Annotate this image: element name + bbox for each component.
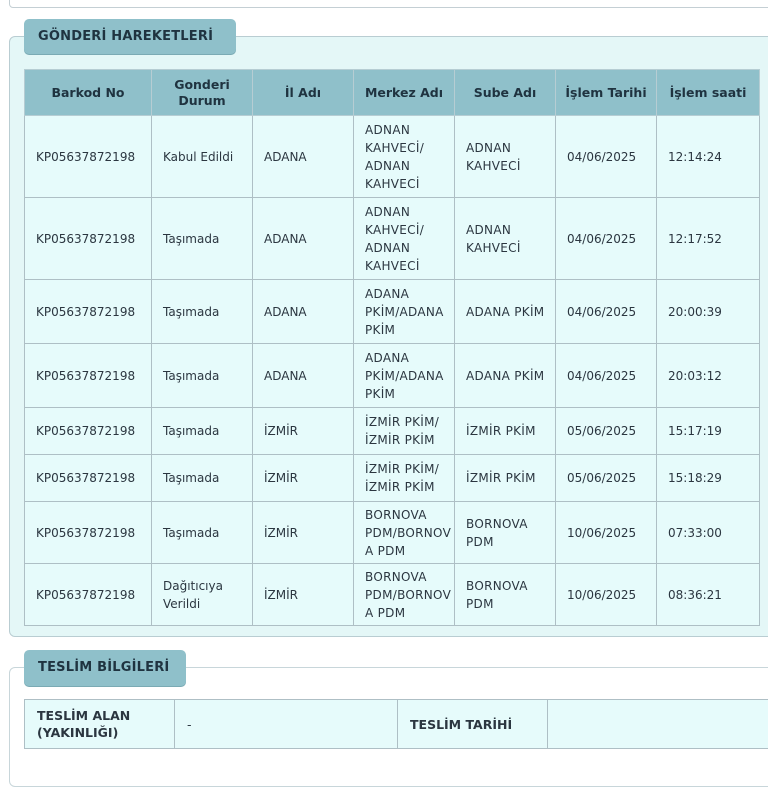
- cell-il: İZMİR: [253, 408, 354, 455]
- cell-il: ADANA: [253, 344, 354, 408]
- cell-saat: 20:00:39: [657, 280, 760, 344]
- cell-merkez: ADNAN KAHVECİ/ ADNAN KAHVECİ: [354, 198, 455, 280]
- cell-merkez: ADANA PKİM/ADANA PKİM: [354, 344, 455, 408]
- cell-il: ADANA: [253, 280, 354, 344]
- cell-sube: ADANA PKİM: [455, 344, 556, 408]
- cell-barkod: KP05637872198: [25, 280, 152, 344]
- cell-saat: 08:36:21: [657, 564, 760, 626]
- cell-tarih: 05/06/2025: [556, 455, 657, 502]
- table-row: [25, 116, 760, 198]
- cell-durum: Kabul Edildi: [152, 116, 253, 198]
- cell-tarih: 05/06/2025: [556, 408, 657, 455]
- cell-durum: Taşımada: [152, 280, 253, 344]
- header-il: İl Adı: [253, 70, 354, 116]
- cell-durum: Taşımada: [152, 344, 253, 408]
- header-saat: İşlem saati: [657, 70, 760, 116]
- table-row: [25, 408, 760, 455]
- cell-durum: Taşımada: [152, 408, 253, 455]
- cell-saat: 20:03:12: [657, 344, 760, 408]
- cell-merkez: ADANA PKİM/ADANA PKİM: [354, 280, 455, 344]
- cell-tarih: 04/06/2025: [556, 198, 657, 280]
- cell-sube: ADNAN KAHVECİ: [455, 116, 556, 198]
- header-durum: Gonderi Durum: [152, 70, 253, 116]
- movements-table: [24, 69, 760, 626]
- header-tarih: İşlem Tarihi: [556, 70, 657, 116]
- cell-merkez: İZMİR PKİM/ İZMİR PKİM: [354, 455, 455, 502]
- recipient-value: -: [175, 700, 398, 749]
- cell-tarih: 04/06/2025: [556, 280, 657, 344]
- cell-durum: Taşımada: [152, 455, 253, 502]
- delivery-row: [25, 700, 768, 749]
- cell-merkez: İZMİR PKİM/ İZMİR PKİM: [354, 408, 455, 455]
- cell-sube: BORNOVA PDM: [455, 502, 556, 564]
- cell-merkez: ADNAN KAHVECİ/ ADNAN KAHVECİ: [354, 116, 455, 198]
- cell-il: ADANA: [253, 116, 354, 198]
- table-row: [25, 564, 760, 626]
- delivery-date-label: TESLİM TARİHİ: [398, 700, 548, 749]
- cell-il: ADANA: [253, 198, 354, 280]
- cell-saat: 12:17:52: [657, 198, 760, 280]
- cell-durum: Taşımada: [152, 502, 253, 564]
- table-row: [25, 502, 760, 564]
- header-sube: Sube Adı: [455, 70, 556, 116]
- cell-sube: ADANA PKİM: [455, 280, 556, 344]
- cell-tarih: 10/06/2025: [556, 502, 657, 564]
- delivery-title: TESLİM BİLGİLERİ: [24, 650, 186, 686]
- cell-barkod: KP05637872198: [25, 564, 152, 626]
- cell-merkez: BORNOVA PDM/BORNOVA PDM: [354, 502, 455, 564]
- cell-il: İZMİR: [253, 564, 354, 626]
- table-row: [25, 344, 760, 408]
- cell-barkod: KP05637872198: [25, 344, 152, 408]
- delivery-table: [24, 699, 768, 749]
- cell-barkod: KP05637872198: [25, 502, 152, 564]
- cell-tarih: 04/06/2025: [556, 344, 657, 408]
- cell-barkod: KP05637872198: [25, 198, 152, 280]
- delivery-date-value: [548, 700, 768, 749]
- cell-durum: Dağıtıcıya Verildi: [152, 564, 253, 626]
- cell-barkod: KP05637872198: [25, 408, 152, 455]
- cell-tarih: 04/06/2025: [556, 116, 657, 198]
- recipient-label: TESLİM ALAN (YAKINLIĞI): [25, 700, 175, 749]
- cell-tarih: 10/06/2025: [556, 564, 657, 626]
- table-row: [25, 455, 760, 502]
- previous-panel-edge: [9, 0, 768, 8]
- table-header-row: [25, 70, 760, 116]
- table-row: [25, 198, 760, 280]
- cell-sube: İZMİR PKİM: [455, 455, 556, 502]
- cell-barkod: KP05637872198: [25, 455, 152, 502]
- cell-durum: Taşımada: [152, 198, 253, 280]
- cell-sube: BORNOVA PDM: [455, 564, 556, 626]
- cell-saat: 07:33:00: [657, 502, 760, 564]
- header-merkez: Merkez Adı: [354, 70, 455, 116]
- cell-il: İZMİR: [253, 455, 354, 502]
- cell-saat: 15:18:29: [657, 455, 760, 502]
- cell-saat: 12:14:24: [657, 116, 760, 198]
- movements-title: GÖNDERİ HAREKETLERİ: [24, 19, 236, 54]
- cell-il: İZMİR: [253, 502, 354, 564]
- cell-sube: ADNAN KAHVECİ: [455, 198, 556, 280]
- cell-barkod: KP05637872198: [25, 116, 152, 198]
- cell-merkez: BORNOVA PDM/BORNOVA PDM: [354, 564, 455, 626]
- table-row: [25, 280, 760, 344]
- cell-saat: 15:17:19: [657, 408, 760, 455]
- cell-sube: İZMİR PKİM: [455, 408, 556, 455]
- header-barkod: Barkod No: [25, 70, 152, 116]
